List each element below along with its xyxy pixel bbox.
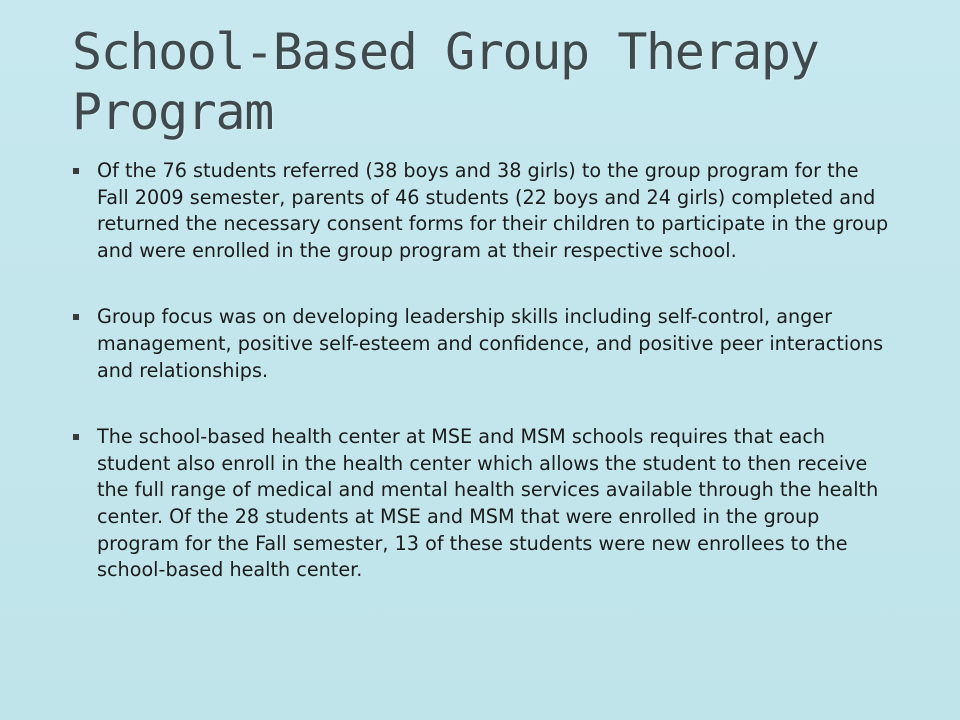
bullet-text-1: Of the 76 students referred (38 boys and 38 girls) to the group program for the Fall 2009 semester, parents of 46 students (22 boys and 24 girls) completed and returned the necessary consent forms for their children to participate in the group and were enrolled in the group program at their respective school. — [97, 159, 889, 262]
bullet-text-2: Group focus was on developing leadership skills including self-control, anger management, positive self-esteem and confidence, and positive peer interactions and relationships. — [97, 305, 884, 382]
square-bullet-icon — [73, 314, 79, 320]
slide-title: School-Based Group Therapy Program — [72, 23, 819, 141]
bullet-item-2 — [72, 304, 892, 384]
bullet-item-3 — [72, 424, 892, 584]
bullet-text-3: The school-based health center at MSE and MSM schools requires that each student also enroll in the health center which allows the student to then receive the full range of medical and mental health services available through the health center. Of the 28 students at MSE and MSM that were enrolled in the group program for the Fall semester, 13 of these students were new enrollees to the school-based health center. — [97, 425, 879, 582]
bullet-list — [72, 158, 892, 584]
square-bullet-icon — [73, 168, 79, 174]
bullet-item-1 — [72, 158, 892, 264]
square-bullet-icon — [73, 434, 79, 440]
